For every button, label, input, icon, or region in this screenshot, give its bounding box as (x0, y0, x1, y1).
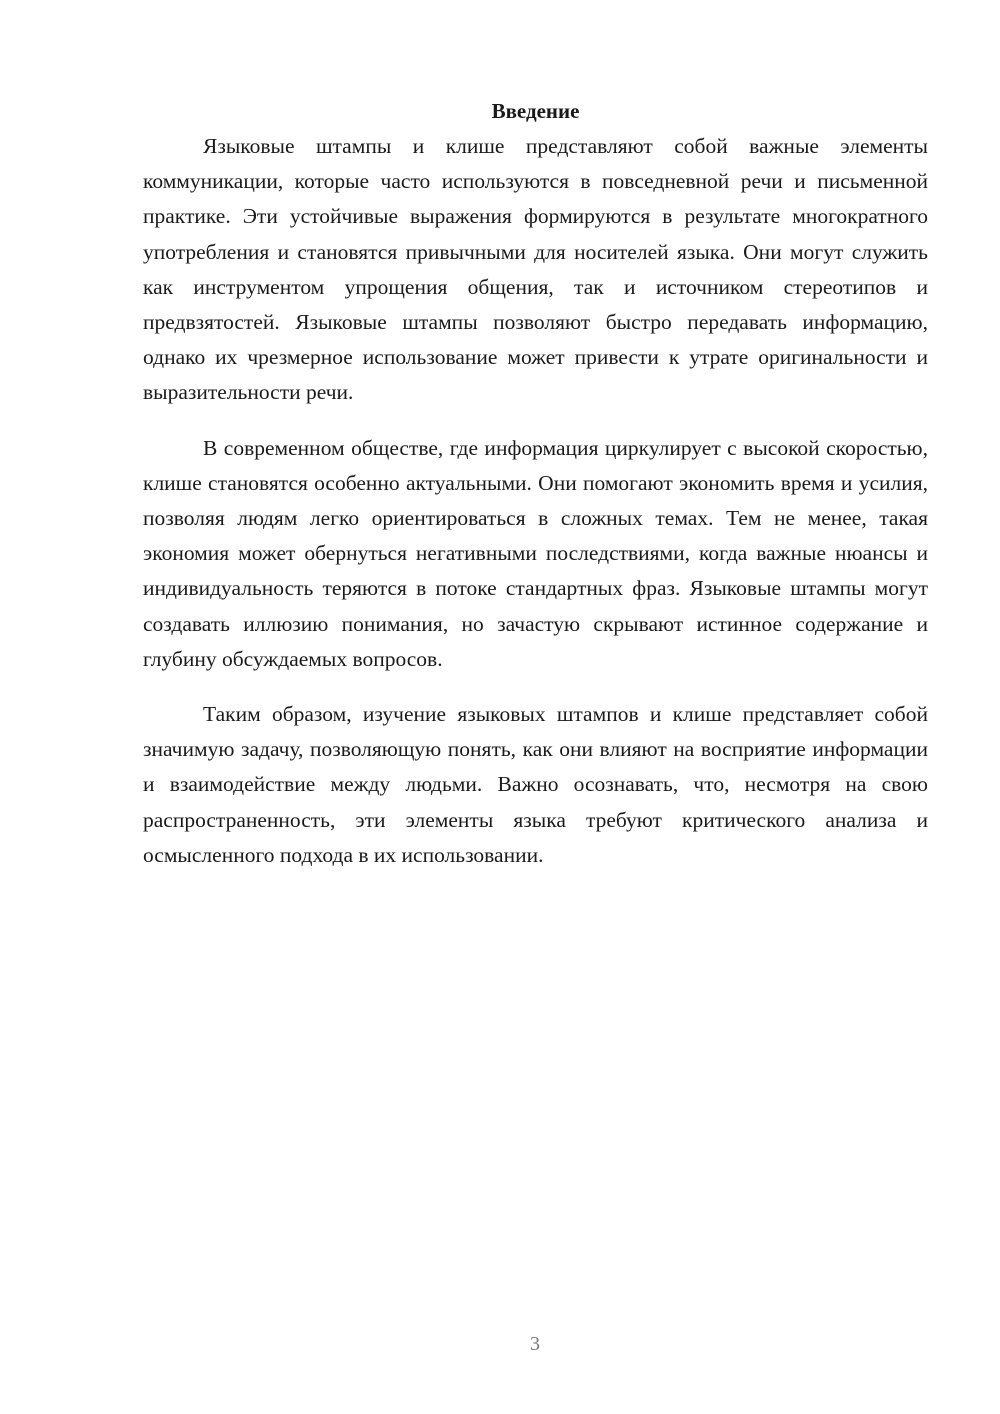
page-number: 3 (530, 1333, 540, 1355)
paragraph-2: В современном обществе, где информация циркулирует с высокой скоростью, клише становятся особенно актуальными. Они помогают экономить время и усилия, позволяя людям легко ориентироваться в сложных темах. Тем не менее, такая экономия может обернуться негативными последствиями, когда важные нюансы и индивидуальность теряются в потоке стандартных фраз. Языковые штампы могут создавать иллюзию понимания, но зачастую скрывают истинное содержание и глубину обсуждаемых вопросов. (143, 435, 928, 671)
paragraph-1: Языковые штампы и клише представляют собой важные элементы коммуникации, которые часто используются в повседневной речи и письменной практике. Эти устойчивые выражения формируются в результате многократного употребления и становятся привычными для носителей языка. Они могут служить как инструментом упрощения общения, так и источником стереотипов и предвзятостей. Языковые штампы позволяют быстро передавать информацию, однако их чрезмерное использование может привести к утрате оригинальности и выразительности речи. (143, 134, 928, 405)
section-heading: Введение (491, 99, 580, 123)
paragraph-3: Таким образом, изучение языковых штампов и клише представляет собой значимую задачу, позволяющую понять, как они влияют на восприятие информации и взаимодействие между людьми. Важно осознавать, что, несмотря на свою распространенность, эти элементы языка требуют критического анализа и осмысленного подхода в их использовании. (143, 702, 928, 867)
page-content (143, 94, 928, 873)
